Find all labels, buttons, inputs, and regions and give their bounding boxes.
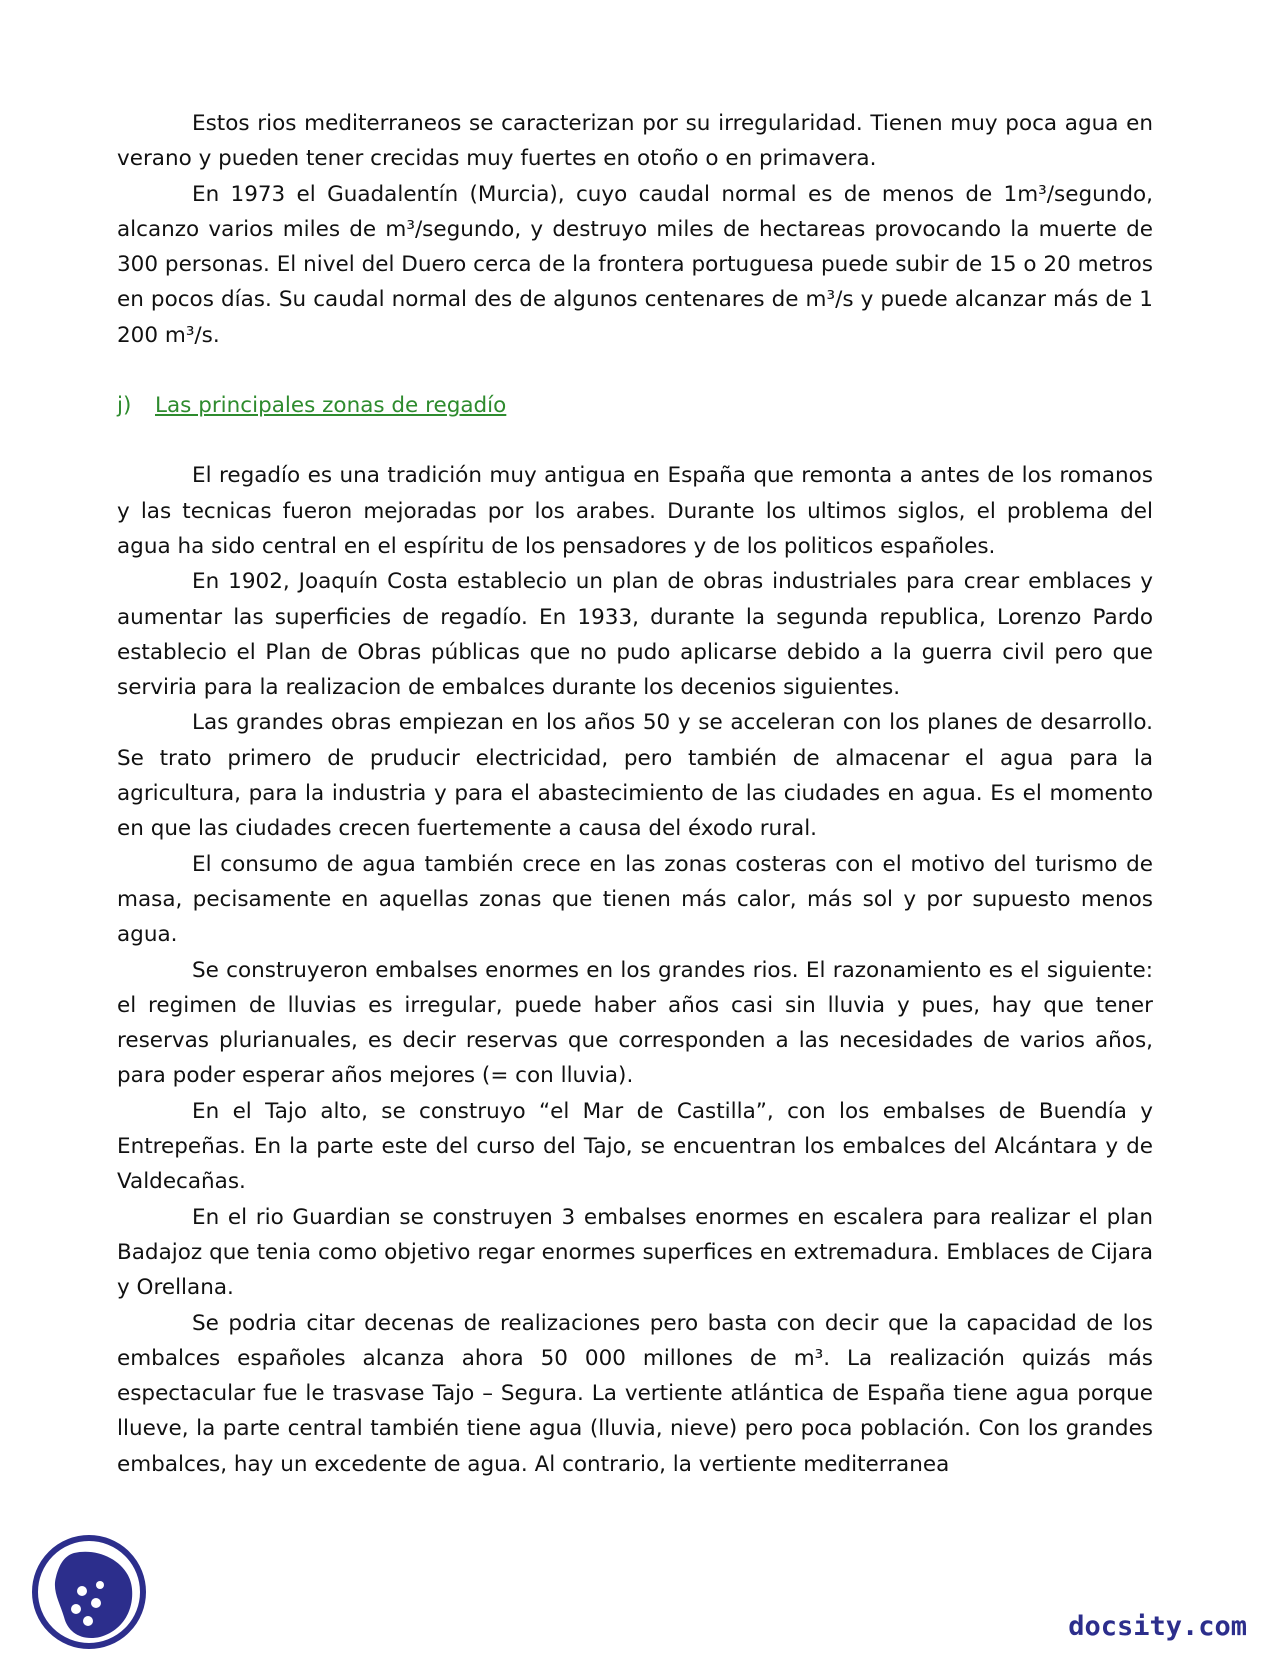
docsity-logo-icon — [30, 1533, 148, 1651]
section-heading — [117, 388, 1153, 423]
paragraph-embalses-enormes: Se construyeron embalses enormes en los grandes rios. El razonamiento es el siguiente: el regimen de lluvias es irregular, puede haber años casi sin lluvia y pues, hay que tener reservas plurianuales, es decir reservas que corresponden a las necesidades de varios años, para poder esperar años mejores (= con lluvia). — [117, 957, 1153, 1089]
paragraph-regadio-tradicion: El regadío es una tradición muy antigua en España que remonta a antes de los romanos y las tecnicas fueron mejoradas por los arabes. Durante los ultimos siglos, el problema del agua ha sido central en el espíritu de los pensadores y de los politicos españoles. — [117, 463, 1153, 559]
document-body — [117, 106, 1153, 1482]
docsity-brand-text[interactable]: docsity.com — [1068, 1611, 1247, 1642]
paragraph-tajo-alto: En el Tajo alto, se construyo “el Mar de Castilla”, con los embalses de Buendía y Entrepeñas. En la parte este del curso del Tajo, se encuentran los embalces del Alcántara y de Valdecañas. — [117, 1098, 1153, 1195]
paragraph-irregularidad: Estos rios mediterraneos se caracterizan por su irregularidad. Tienen muy poca agua en verano y pueden tener crecidas muy fuertes en otoño o en primavera. — [117, 111, 1153, 172]
paragraph-trasvase: Se podria citar decenas de realizaciones pero basta con decir que la capacidad de los embalces españoles alcanza ahora 50 000 millones de m³. La realización quizás más espectacular fue le trasvase Tajo – Segura. La vertiente atlántica de España tiene agua porque llueve, la parte central también tiene agua (lluvia, nieve) pero poca población. Con los grandes embalces, hay un excedente de agua. Al contrario, la vertiente mediterranea — [117, 1310, 1153, 1477]
paragraph-guadalentin: En 1973 el Guadalentín (Murcia), cuyo caudal normal es de menos de 1m³/segundo, alcanzo varios miles de m³/segundo, y destruyo miles de hectareas provocando la muerte de 300 personas. El nivel del Duero cerca de la frontera portuguesa puede subir de 15 o 20 metros en pocos días. Su caudal normal des de algunos centenares de m³/s y puede alcanzar más de 1 200 m³/s. — [117, 181, 1153, 348]
section-title: Las principales zonas de regadío — [155, 393, 507, 419]
section-number: j) — [117, 393, 132, 419]
paragraph-consumo-agua: El consumo de agua también crece en las zonas costeras con el motivo del turismo de masa, pecisamente en aquellas zonas que tienen más calor, más sol y por supuesto menos agua. — [117, 851, 1153, 948]
paragraph-grandes-obras: Las grandes obras empiezan en los años 50 y se acceleran con los planes de desarrollo. Se trato primero de pruducir electricidad, pero también de almacenar el agua para la agricultura, para la industria y para el abastecimiento de las ciudades en agua. Es el momento en que las ciudades crecen fuertemente a causa del éxodo rural. — [117, 710, 1153, 842]
paragraph-rio-guardian: En el rio Guardian se construyen 3 embalses enormes en escalera para realizar el plan Badajoz que tenia como objetivo regar enormes superfices en extremadura. Emblaces de Cijara y Orellana. — [117, 1204, 1153, 1301]
paragraph-joaquin-costa: En 1902, Joaquín Costa establecio un plan de obras industriales para crear emblaces y aumentar las superficies de regadío. En 1933, durante la segunda republica, Lorenzo Pardo establecio el Plan de Obras públicas que no pudo aplicarse debido a la guerra civil pero que serviria para la realizacion de embalces durante los decenios siguientes. — [117, 569, 1153, 701]
